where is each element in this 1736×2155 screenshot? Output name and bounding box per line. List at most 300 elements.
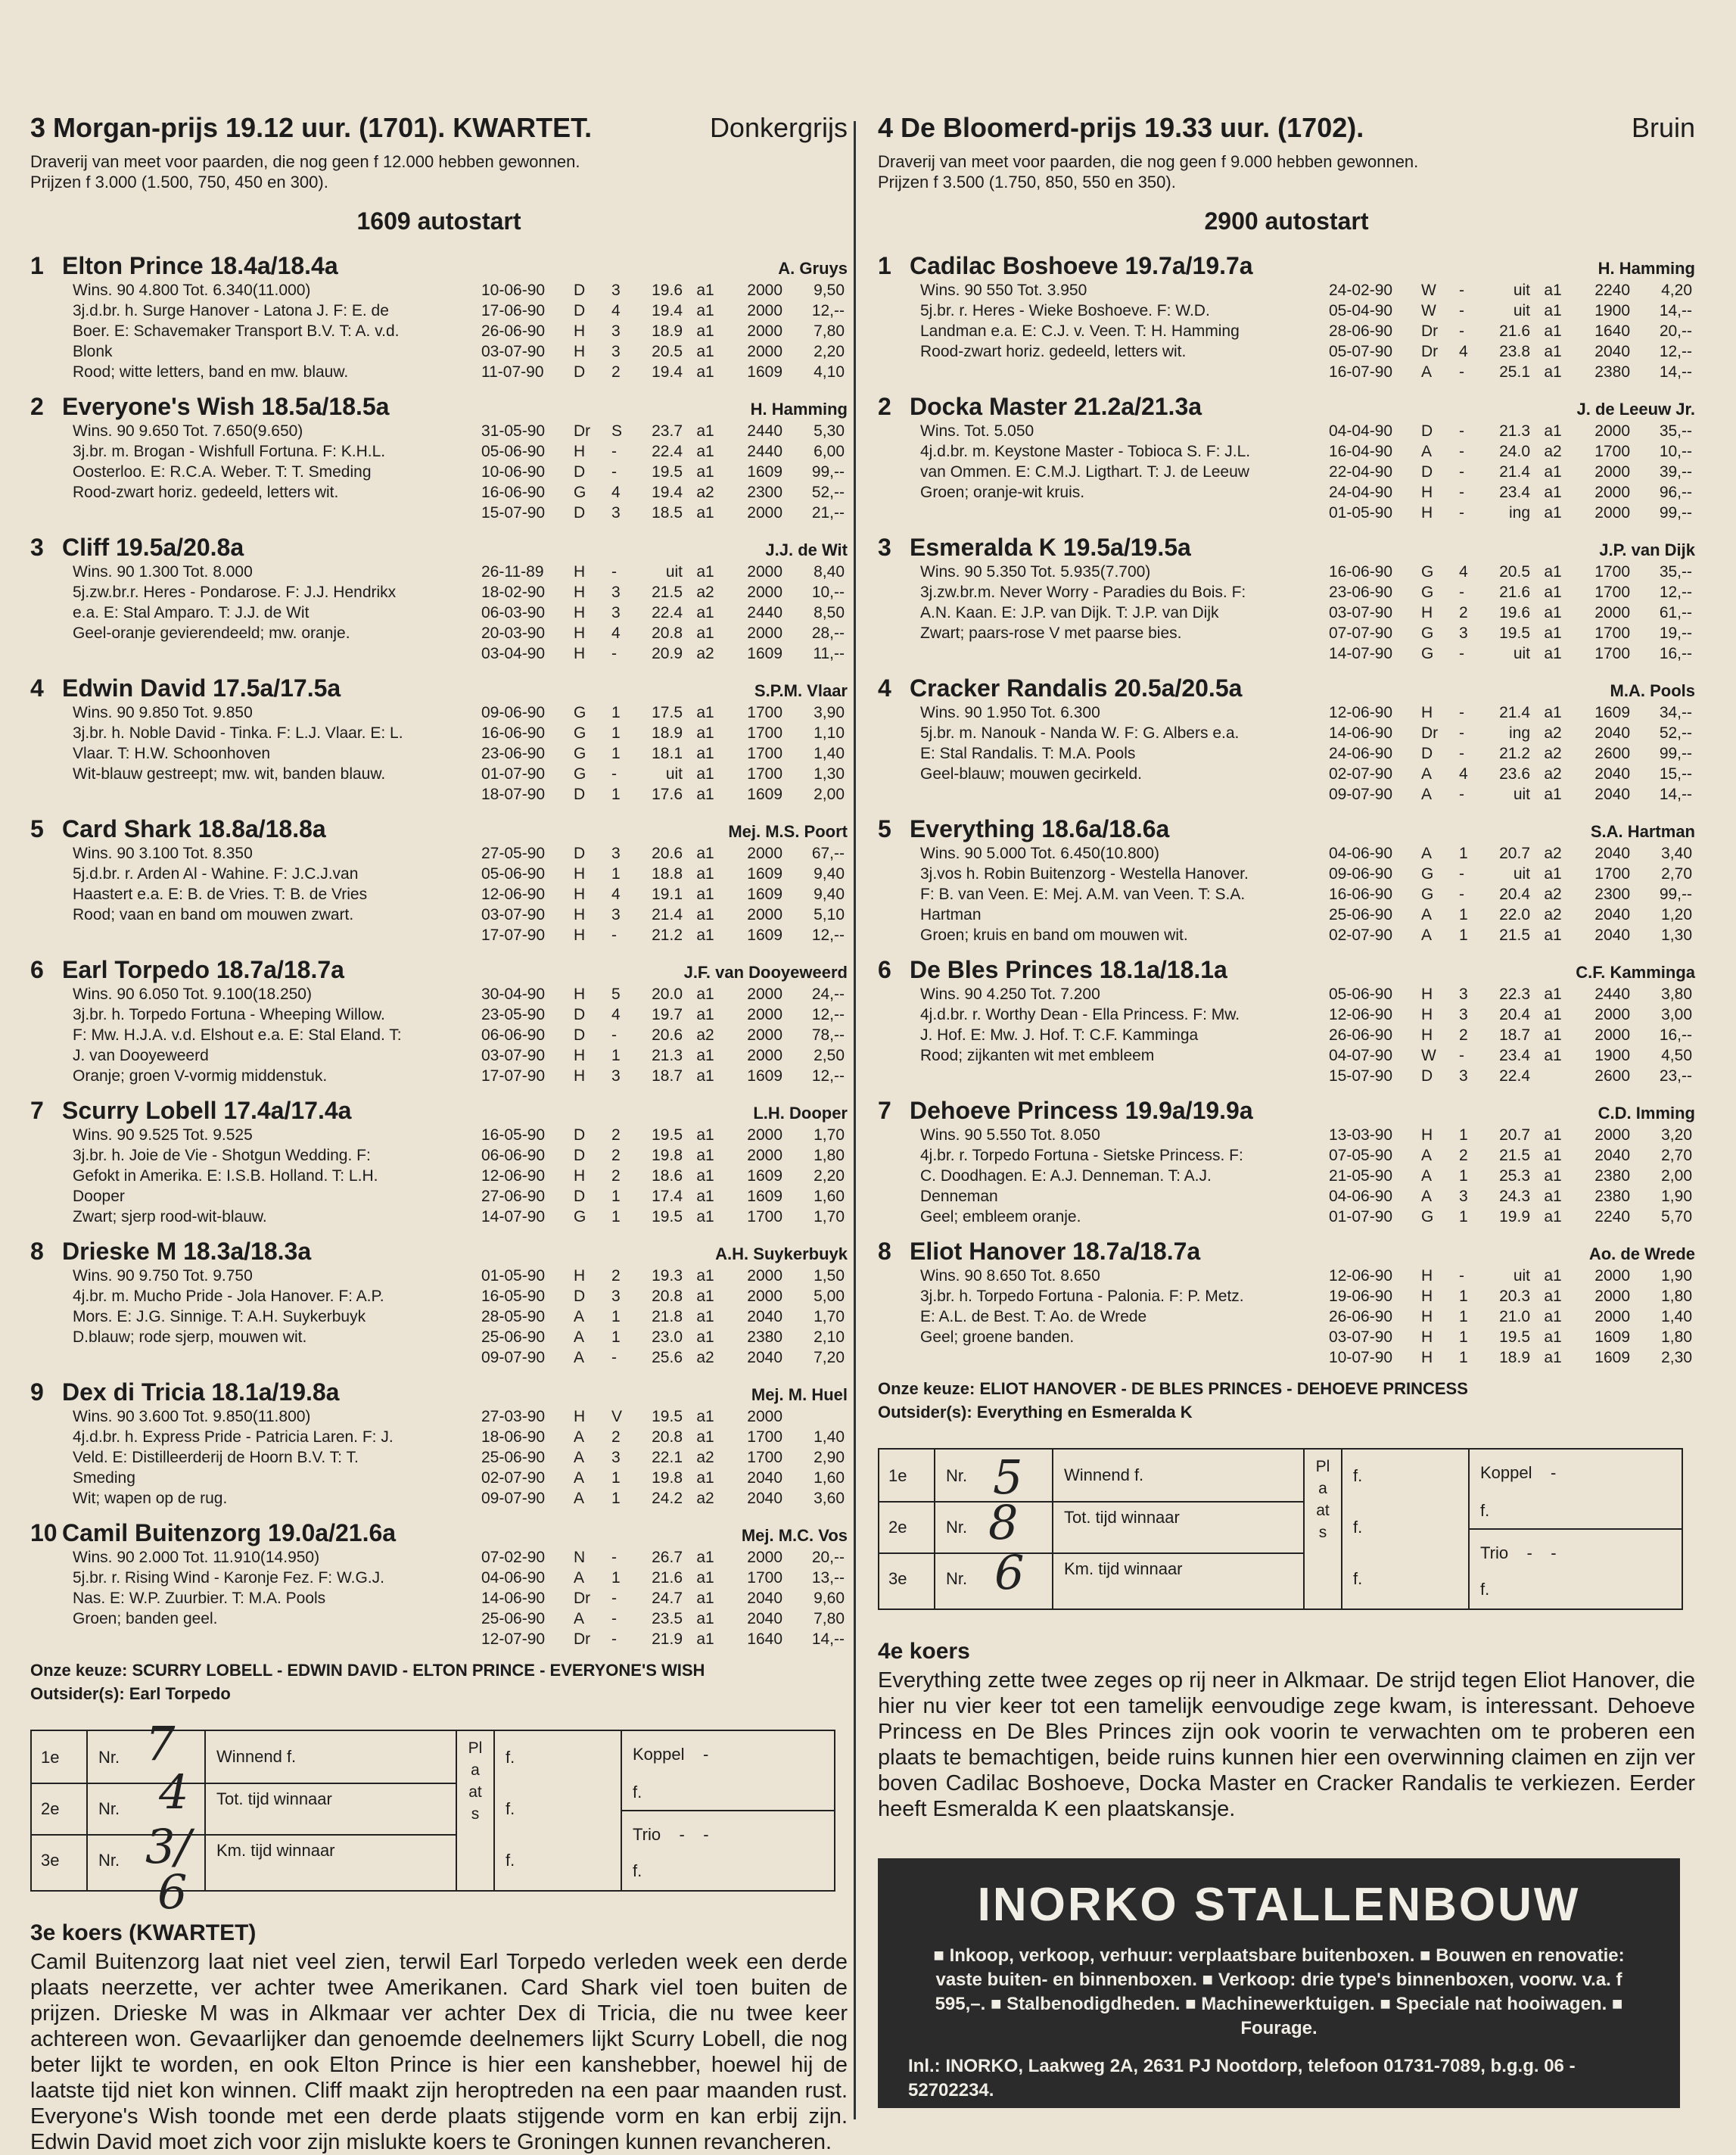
horse-info-line: 3j.zw.br.m. Never Worry - Paradies du Bois. F:	[920, 584, 1246, 601]
result-class: a1	[696, 1047, 714, 1064]
form-line	[204, 1731, 206, 1890]
result-row	[481, 784, 848, 805]
horse-trainer: Mej. M. Huel	[751, 1385, 848, 1404]
result-row	[1329, 1347, 1695, 1368]
form-line	[86, 1731, 88, 1890]
result-date: 10-06-90	[481, 282, 546, 299]
result-distance: 1700	[747, 765, 782, 783]
result-odds: 52,--	[811, 484, 845, 501]
result-distance: 2000	[1594, 504, 1630, 522]
horse-info-line: 3j.br. h. Joie de Vie - Shotgun Wedding. F:	[73, 1147, 371, 1164]
result-date: 06-03-90	[481, 604, 546, 621]
result-row	[1329, 362, 1695, 382]
result-class: a1	[696, 926, 714, 944]
result-date: 05-06-90	[481, 443, 546, 460]
race-conditions	[878, 151, 1695, 192]
form-f-label: f.	[506, 1851, 515, 1870]
result-row	[1329, 984, 1695, 1004]
result-date: 09-07-90	[1329, 786, 1393, 803]
result-row	[1329, 482, 1695, 503]
result-odds: 3,80	[1661, 986, 1692, 1003]
result-km-time: uit	[1513, 786, 1530, 803]
result-date: 24-04-90	[1329, 484, 1393, 501]
result-distance: 2000	[1594, 484, 1630, 501]
result-class: a1	[696, 1308, 714, 1325]
result-distance: 2040	[1594, 765, 1630, 783]
result-date: 03-07-90	[481, 1047, 546, 1064]
result-distance: 1609	[747, 786, 782, 803]
result-distance: 2000	[1594, 1288, 1630, 1305]
result-odds: 5,30	[814, 422, 845, 440]
result-km-time: 20.0	[652, 986, 683, 1003]
result-distance: 2040	[1594, 845, 1630, 862]
horse-info-line: Smeding	[73, 1469, 135, 1487]
our-choice: Onze keuze: SCURRY LOBELL - EDWIN DAVID - ELTON PRINCE - EVERYONE'S WISH	[30, 1661, 705, 1680]
result-track: D	[574, 1026, 586, 1044]
result-class: a1	[696, 563, 714, 581]
horse-results	[481, 562, 848, 664]
result-row	[481, 1568, 848, 1588]
result-distance: 1700	[1594, 865, 1630, 883]
result-place: 3	[611, 504, 621, 522]
result-place: -	[1459, 886, 1464, 903]
result-km-time: 25.3	[1499, 1167, 1530, 1185]
result-row	[1329, 905, 1695, 925]
result-row	[481, 702, 848, 723]
result-track: A	[574, 1328, 585, 1346]
result-row	[481, 1468, 848, 1488]
result-row	[481, 1608, 848, 1629]
race-4-column	[878, 112, 1695, 2108]
result-track: A	[574, 1610, 585, 1627]
result-class: a1	[696, 1147, 714, 1164]
result-place: 3	[611, 1067, 621, 1085]
horse-trainer: J.P. van Dijk	[1599, 540, 1695, 559]
horse-header	[878, 393, 1695, 421]
horse-info-line: Rood-zwart horiz. gedeeld, letters wit.	[73, 484, 339, 501]
result-distance: 2000	[747, 322, 782, 340]
horse-entry	[30, 393, 848, 523]
result-odds: 12,--	[811, 1067, 845, 1085]
result-date: 14-07-90	[481, 1208, 546, 1225]
result-date: 27-06-90	[481, 1188, 546, 1205]
result-odds: 19,--	[1659, 624, 1692, 642]
result-track: D	[574, 282, 586, 299]
horse-info-line: Blonk	[73, 343, 113, 360]
form-line	[456, 1731, 457, 1890]
horse-number: 1	[30, 252, 44, 279]
result-track: G	[574, 1208, 586, 1225]
result-odds: 2,00	[1661, 1167, 1692, 1185]
result-date: 05-06-90	[481, 865, 546, 883]
result-class: a1	[1544, 986, 1562, 1003]
result-date: 03-07-90	[481, 906, 546, 923]
result-class: a1	[696, 1288, 714, 1305]
result-odds: 52,--	[1659, 724, 1692, 742]
result-place: -	[1459, 282, 1464, 299]
result-distance: 2040	[1594, 724, 1630, 742]
result-km-time: 17.4	[652, 1188, 683, 1205]
result-odds: 35,--	[1659, 422, 1692, 440]
result-odds: 99,--	[1659, 745, 1692, 762]
horse-name: Dehoeve Princess 19.9a/19.9a	[910, 1097, 1253, 1124]
result-row	[1329, 562, 1695, 582]
result-place: -	[1459, 422, 1464, 440]
result-km-time: 21.6	[1499, 584, 1530, 601]
result-place: 4	[611, 886, 621, 903]
horse-info-line: Wins. 90 550 Tot. 3.950	[920, 282, 1087, 299]
result-track: A	[574, 1569, 585, 1587]
result-track: H	[574, 604, 586, 621]
result-track: D	[1421, 1067, 1433, 1085]
result-odds: 39,--	[1659, 463, 1692, 481]
horse-number: 6	[878, 956, 891, 983]
result-distance: 2040	[1594, 926, 1630, 944]
result-odds: 20,--	[1659, 322, 1692, 340]
horse-entry	[30, 1238, 848, 1368]
result-class: a1	[696, 986, 714, 1003]
horse-info-line: A.N. Kaan. E: J.P. van Dijk. T: J.P. van Dijk	[920, 604, 1219, 621]
result-place: 1	[1459, 906, 1468, 923]
result-row	[481, 1186, 848, 1207]
result-class: a1	[696, 1208, 714, 1225]
horse-info-line: Groen; kruis en band om mouwen wit.	[920, 926, 1188, 944]
result-distance: 2440	[747, 604, 782, 621]
result-track: G	[1421, 1208, 1434, 1225]
result-track: H	[1421, 1126, 1433, 1144]
result-date: 13-03-90	[1329, 1126, 1393, 1144]
result-row	[1329, 1186, 1695, 1207]
result-date: 12-06-90	[1329, 704, 1393, 721]
result-km-time: 21.0	[1499, 1308, 1530, 1325]
result-track: H	[1421, 704, 1433, 721]
race-distance: 1609 autostart	[356, 207, 521, 235]
result-km-time: 20.7	[1499, 845, 1530, 862]
result-row	[481, 905, 848, 925]
result-distance: 1700	[747, 704, 782, 721]
result-track: G	[1421, 563, 1434, 581]
result-km-time: 21.3	[1499, 422, 1530, 440]
horse-info-line: Wins. 90 1.950 Tot. 6.300	[920, 704, 1100, 721]
result-track: Dr	[1421, 322, 1439, 340]
result-track: H	[574, 322, 586, 340]
result-odds: 11,--	[813, 645, 845, 662]
result-odds: 6,00	[814, 443, 845, 460]
result-date: 12-07-90	[481, 1630, 546, 1648]
result-row	[481, 843, 848, 864]
result-track: A	[574, 1490, 585, 1507]
result-km-time: ing	[1508, 724, 1530, 742]
result-distance: 2000	[1594, 422, 1630, 440]
result-track: D	[574, 363, 586, 381]
result-distance: 1900	[1594, 1047, 1630, 1064]
result-odds: 2,20	[814, 1167, 845, 1185]
result-km-time: 21.9	[652, 1630, 683, 1648]
result-date: 16-06-90	[1329, 886, 1393, 903]
horse-info-line: 3j.br. h. Noble David - Tinka. F: L.J. Vlaar. E: L.	[73, 724, 403, 742]
result-km-time: 19.9	[1499, 1208, 1530, 1225]
horse-body	[30, 421, 848, 523]
result-row	[481, 503, 848, 523]
result-date: 09-07-90	[481, 1349, 546, 1366]
result-date: 24-06-90	[1329, 745, 1393, 762]
result-track: G	[1421, 886, 1434, 903]
result-row	[481, 1066, 848, 1086]
horse-info-line: Rood; vaan en band om mouwen zwart.	[73, 906, 354, 923]
result-row	[481, 1004, 848, 1025]
result-distance: 1609	[1594, 1328, 1630, 1346]
result-odds: 1,40	[814, 745, 845, 762]
result-track: H	[574, 1167, 586, 1185]
horse-entry	[878, 956, 1695, 1086]
result-row	[481, 1629, 848, 1649]
result-km-time: 21.2	[1499, 745, 1530, 762]
result-class: a1	[696, 1006, 714, 1023]
result-class: a1	[1544, 584, 1562, 601]
result-km-time: 26.7	[652, 1549, 683, 1566]
horse-body	[878, 702, 1695, 805]
result-date: 02-07-90	[481, 1469, 546, 1487]
result-km-time: uit	[1513, 865, 1530, 883]
result-class: a2	[696, 484, 714, 501]
handwritten-number: 3/	[145, 1819, 191, 1874]
result-class: a1	[696, 724, 714, 742]
horse-info-line: E: A.L. de Best. T: Ao. de Wrede	[920, 1308, 1147, 1325]
result-row	[1329, 1207, 1695, 1227]
form-field-label: Tot. tijd winnaar	[1064, 1508, 1180, 1527]
result-date: 28-06-90	[1329, 322, 1393, 340]
horse-results	[481, 421, 848, 523]
result-date: 23-05-90	[481, 1006, 546, 1023]
horse-info-line: F: B. van Veen. E: Mej. A.M. van Veen. T: S.A.	[920, 886, 1246, 903]
result-track: D	[574, 845, 586, 862]
result-row	[481, 582, 848, 603]
result-km-time: 20.5	[1499, 563, 1530, 581]
horse-number: 1	[878, 252, 891, 279]
result-row	[1329, 341, 1695, 362]
result-track: H	[574, 584, 586, 601]
result-km-time: 21.4	[1499, 463, 1530, 481]
result-distance: 1700	[1594, 624, 1630, 642]
result-distance: 1609	[747, 865, 782, 883]
horse-results	[1329, 1266, 1695, 1368]
result-odds: 96,--	[1659, 484, 1692, 501]
result-distance: 1609	[747, 1167, 782, 1185]
result-km-time: 19.6	[652, 282, 683, 299]
result-class: a1	[696, 443, 714, 460]
form-nr-label: Nr.	[98, 1799, 120, 1818]
result-odds: 2,00	[814, 786, 845, 803]
result-odds: 2,30	[1661, 1349, 1692, 1366]
result-date: 16-04-90	[1329, 443, 1393, 460]
result-distance: 2040	[747, 1610, 782, 1627]
result-odds: 1,20	[1661, 906, 1692, 923]
result-odds: 1,90	[1661, 1267, 1692, 1285]
horse-header	[30, 393, 848, 421]
result-class: a1	[696, 282, 714, 299]
result-km-time: 20.8	[652, 1288, 683, 1305]
horse-info	[30, 1547, 481, 1649]
result-row	[1329, 301, 1695, 321]
result-place: 1	[611, 1490, 621, 1507]
result-distance: 2380	[1594, 363, 1630, 381]
horse-info-line: Oranje; groen V-vormig middenstuk.	[73, 1067, 328, 1085]
result-row	[1329, 1145, 1695, 1166]
horse-entry	[30, 1097, 848, 1227]
result-distance: 2000	[1594, 1308, 1630, 1325]
horse-results	[481, 1547, 848, 1649]
result-place: 3	[611, 322, 621, 340]
result-date: 07-07-90	[1329, 624, 1393, 642]
result-date: 23-06-90	[1329, 584, 1393, 601]
result-row	[1329, 925, 1695, 945]
result-track: H	[574, 443, 586, 460]
result-track: H	[1421, 1288, 1433, 1305]
result-date: 11-07-90	[481, 363, 544, 381]
result-odds: 8,50	[814, 604, 845, 621]
result-track: A	[1421, 363, 1433, 381]
result-distance: 2040	[747, 1590, 782, 1607]
result-distance: 2380	[747, 1328, 782, 1346]
result-place: 4	[1459, 765, 1468, 783]
result-class	[1530, 1066, 1576, 1086]
result-distance: 2040	[747, 1469, 782, 1487]
result-track: H	[1421, 1308, 1433, 1325]
result-distance: 2040	[1594, 786, 1630, 803]
result-date: 25-06-90	[481, 1610, 546, 1627]
form-line	[1341, 1450, 1342, 1608]
horse-info-line: 4j.d.br. h. Express Pride - Patricia Laren. F: J.	[73, 1428, 394, 1446]
result-distance: 2000	[747, 584, 782, 601]
horse-info-line: Rood-zwart horiz. gedeeld, letters wit.	[920, 343, 1187, 360]
result-row	[1329, 1125, 1695, 1145]
result-distance: 2000	[747, 1047, 782, 1064]
result-km-time: 19.5	[1499, 624, 1530, 642]
horse-info-line: Wins. 90 9.850 Tot. 9.850	[73, 704, 253, 721]
result-date: 20-03-90	[481, 624, 546, 642]
form-nr-label: Nr.	[98, 1748, 120, 1767]
horse-trainer: A. Gruys	[778, 259, 848, 278]
result-place: 2	[1459, 604, 1468, 621]
horse-number: 8	[30, 1238, 44, 1265]
result-distance: 2300	[747, 484, 782, 501]
form-plaats-label: Plaats	[1315, 1458, 1330, 1541]
ad-contact: Inl.: INORKO, Laakweg 2A, 2631 PJ Nootdorp, telefoon 01731-7089, b.g.g. 06 - 52702234.	[908, 2056, 1576, 2101]
horse-info-line: 5j.br. r. Rising Wind - Karonje Fez. F: W.G.J.	[73, 1569, 384, 1587]
horse-info-line: E: Stal Randalis. T: M.A. Pools	[920, 745, 1136, 762]
result-distance: 1700	[747, 1208, 782, 1225]
result-date: 24-02-90	[1329, 282, 1393, 299]
result-class: a2	[1544, 845, 1562, 862]
result-row	[481, 421, 848, 441]
horse-info-line: 4j.br. m. Mucho Pride - Jola Hanover. F: A.P.	[73, 1288, 384, 1305]
result-row	[481, 1327, 848, 1347]
result-track: H	[574, 1047, 586, 1064]
result-track: G	[574, 745, 586, 762]
result-place: 5	[611, 986, 621, 1003]
result-class: a1	[696, 1610, 714, 1627]
outsiders: Outsider(s): Earl Torpedo	[30, 1684, 231, 1703]
result-km-time: 18.7	[652, 1067, 683, 1085]
horse-info-line: F: Mw. H.J.A. v.d. Elshout e.a. E: Stal Eland. T:	[73, 1026, 402, 1044]
horse-entry	[878, 393, 1695, 523]
condition-line: Draverij van meet voor paarden, die nog geen f 12.000 hebben gewonnen.	[30, 152, 580, 171]
result-place: 2	[611, 1267, 621, 1285]
inorko-advertisement	[878, 1858, 1680, 2108]
result-distance: 2000	[747, 1026, 782, 1044]
race-distance: 2900 autostart	[1204, 207, 1369, 235]
result-km-time: 19.8	[652, 1469, 683, 1487]
horse-entry	[30, 534, 848, 664]
result-distance: 1700	[747, 1428, 782, 1446]
horse-trainer: J. de Leeuw Jr.	[1576, 400, 1695, 419]
result-class: a1	[696, 1469, 714, 1487]
result-km-time: 20.4	[1499, 1006, 1530, 1023]
result-odds: 15,--	[1659, 765, 1692, 783]
horse-header	[878, 1238, 1695, 1266]
result-distance: 2000	[747, 1267, 782, 1285]
result-track: H	[1421, 604, 1433, 621]
result-date: 16-06-90	[481, 484, 546, 501]
result-class: a1	[696, 1126, 714, 1144]
result-odds: 3,60	[814, 1490, 845, 1507]
result-track: D	[574, 1288, 586, 1305]
result-place: 1	[611, 865, 621, 883]
result-place: -	[611, 1549, 617, 1566]
result-row	[1329, 321, 1695, 341]
horse-entry	[878, 534, 1695, 664]
horse-entry	[30, 815, 848, 945]
horse-info-line: 3j.br. m. Brogan - Wishfull Fortuna. F: K.H.L.	[73, 443, 386, 460]
result-date: 17-07-90	[481, 1067, 546, 1085]
result-km-time: 21.5	[1499, 926, 1530, 944]
result-distance: 2040	[1594, 1147, 1630, 1164]
result-date: 10-06-90	[481, 463, 546, 481]
race-color: Bruin	[1631, 112, 1695, 143]
result-distance: 2000	[747, 845, 782, 862]
result-place: -	[1459, 484, 1464, 501]
horse-trainer: S.P.M. Vlaar	[754, 681, 848, 700]
result-row	[481, 1166, 848, 1186]
result-km-time: 21.5	[652, 584, 683, 601]
horse-header	[878, 815, 1695, 843]
result-row	[1329, 1045, 1695, 1066]
result-date: 16-05-90	[481, 1126, 546, 1144]
result-odds: 1,60	[814, 1469, 845, 1487]
result-track: A	[574, 1469, 585, 1487]
result-odds: 16,--	[1659, 1026, 1692, 1044]
result-odds: 99,--	[811, 463, 845, 481]
result-odds: 3,20	[1661, 1126, 1692, 1144]
result-date: 19-06-90	[1329, 1288, 1393, 1305]
result-place: -	[1459, 504, 1464, 522]
result-row	[1329, 1004, 1695, 1025]
result-class: a2	[1544, 443, 1562, 460]
result-odds: 12,--	[811, 926, 845, 944]
result-track: N	[574, 1549, 586, 1566]
result-row	[1329, 1066, 1695, 1086]
result-distance: 2040	[1594, 343, 1630, 360]
result-date: 28-05-90	[481, 1308, 546, 1325]
result-km-time: 18.7	[1499, 1026, 1530, 1044]
result-class: a1	[1544, 422, 1562, 440]
result-distance: 2000	[747, 1006, 782, 1023]
result-km-time: 18.9	[652, 322, 683, 340]
result-distance: 1700	[1594, 443, 1630, 460]
horse-info-line: Wins. 90 4.800 Tot. 6.340(11.000)	[73, 282, 311, 299]
result-odds: 12,--	[1659, 343, 1692, 360]
result-date: 17-07-90	[481, 926, 546, 944]
